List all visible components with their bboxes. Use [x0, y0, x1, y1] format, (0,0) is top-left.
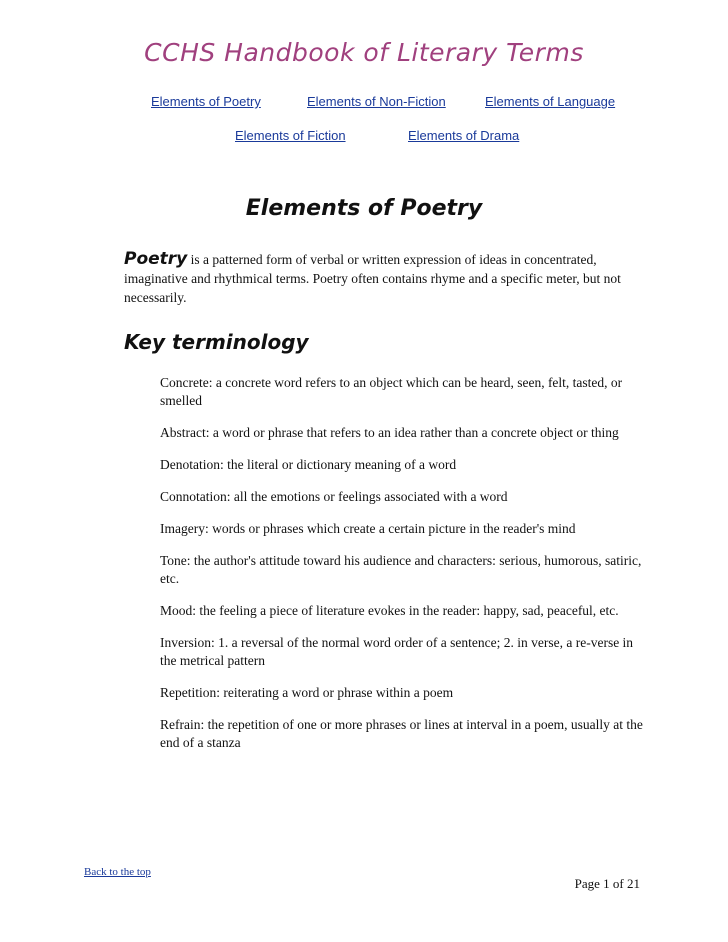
nav-link-drama[interactable]: Elements of Drama: [408, 128, 520, 143]
page-number: Page 1 of 21: [574, 876, 640, 891]
section-title: Elements of Poetry: [245, 196, 483, 221]
term-tone: Tone: the author's attitude toward his audience and characters: serious, humorous, satiric, etc.: [160, 553, 642, 586]
key-terminology-heading: Key terminology: [124, 330, 309, 354]
nav-link-language[interactable]: Elements of Language: [485, 94, 616, 109]
term-abstract: Abstract: a word or phrase that refers to an idea rather than a concrete object or thing: [160, 425, 619, 440]
term-refrain: Refrain: the repetition of one or more phrases or lines at interval in a poem, usually at the end of a stanza: [160, 717, 643, 750]
term-connotation: Connotation: all the emotions or feelings associated with a word: [160, 489, 508, 504]
term-mood: Mood: the feeling a piece of literature evokes in the reader: happy, sad, peaceful, etc.: [160, 603, 619, 618]
back-to-top-link[interactable]: Back to the top: [84, 866, 151, 878]
nav-link-fiction[interactable]: Elements of Fiction: [235, 128, 346, 143]
term-repetition: Repetition: reiterating a word or phrase within a poem: [160, 685, 454, 700]
intro-term: Poetry: [124, 249, 188, 269]
intro-paragraph: [124, 250, 644, 307]
nav-link-nonfiction[interactable]: Elements of Non-Fiction: [307, 94, 446, 109]
term-denotation: Denotation: the literal or dictionary meaning of a word: [160, 457, 457, 472]
term-list: [160, 374, 645, 766]
term-imagery: Imagery: words or phrases which create a certain picture in the reader's mind: [160, 521, 576, 536]
term-inversion: Inversion: 1. a reversal of the normal word order of a sentence; 2. in verse, a re-verse in the metrical pattern: [160, 635, 634, 668]
nav-link-poetry[interactable]: Elements of Poetry: [151, 94, 261, 109]
intro-text: is a patterned form of verbal or written expression of ideas in concentrated, imaginative and rhythmical terms. Poetry often contains rhyme and a specific meter, but not necessarily.: [124, 252, 621, 305]
document-title: CCHS Handbook of Literary Terms: [144, 38, 584, 67]
term-concrete: Concrete: a concrete word refers to an object which can be heard, seen, felt, tasted, or smelled: [160, 375, 623, 408]
